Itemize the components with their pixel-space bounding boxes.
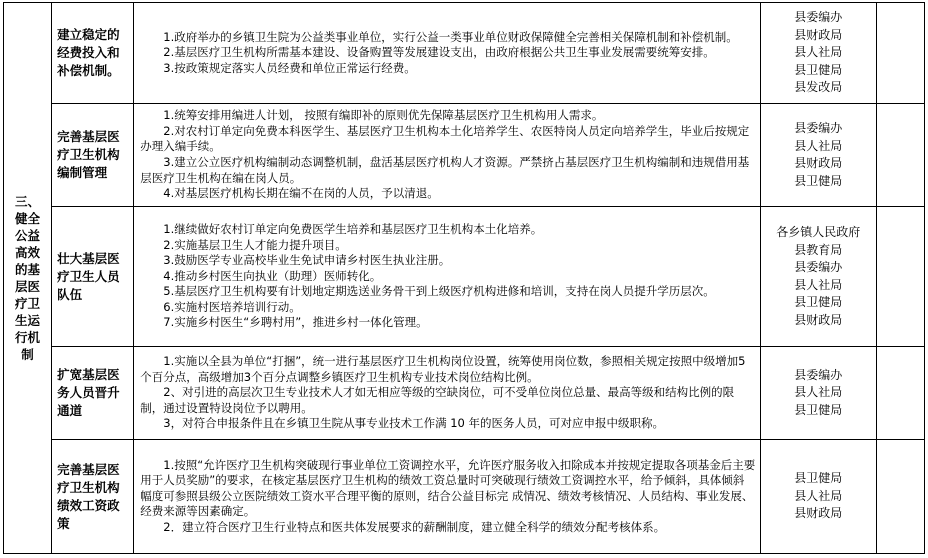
table-row	[4, 3, 925, 104]
table-row	[4, 207, 925, 347]
remarks-cell	[876, 207, 924, 347]
measure-item: 2.对农村订单定向免费本科医学生、基层医疗卫生机构本土化培养学生、农医特岗人员定向培养学生，毕业后按规定办理入编手续。	[140, 123, 750, 154]
department-name: 县发改局	[794, 80, 843, 95]
measure-item: 1.实施以全县为单位“打捆”，统一进行基层医疗卫生机构岗位设置，统筹使用岗位数，参照相关规定按照中级增加5个百分点，高级增加3个百分点调整乡镇医疗卫生机构专业技术岗位结构比例。	[140, 354, 746, 384]
subcategory-label: 建立稳定的经费投入和补偿机制。	[57, 27, 120, 78]
measure-item: 4.推动乡村医生向执业（助理）医师转化。	[163, 268, 382, 283]
department-name: 县人社局	[794, 488, 843, 503]
measure-item: 1.政府举办的乡镇卫生院为公益类事业单位，实行公益一类事业单位财政保障健全完善相关保障机制和补偿机制。	[163, 29, 738, 44]
table-row	[4, 440, 925, 554]
department-name: 各乡镇人民政府	[776, 225, 861, 239]
policy-table	[3, 2, 925, 554]
measure-item: 1.按照“允许医疗卫生机构突破现行事业单位工资调控水平，允许医疗服务收入扣除成本并按规定提取各项基金后主要用于人员奖励”的要求，在核定基层医疗卫生机构的绩效工资总量时可突破现行绩效工资调控水平，给予倾斜，具体倾斜幅度可参照县级公立医院绩效工资水平合理平衡的原则，结合公益目标完 成情况、绩效考核情况、人员结构、事业发展、经费来源等因素确定。	[140, 457, 756, 519]
measure-item: 3，对符合申报条件且在乡镇卫生院从事专业技术工作满 10 年的医务人员，可对应申报中级职称。	[163, 416, 665, 431]
subcategory-cell	[52, 440, 134, 554]
measure-item: 1.统筹安排用编进人计划， 按照有编即补的原则优先保障基层医疗卫生机构用人需求。	[163, 108, 604, 123]
table-row	[4, 347, 925, 440]
department-name: 县委编办	[794, 367, 843, 382]
department-name: 县教育局	[794, 242, 843, 257]
department-cell	[760, 440, 876, 554]
department-name: 县人社局	[794, 277, 843, 292]
measure-item: 1.继续做好农村订单定向免费医学生培养和基层医疗卫生机构本土化培养。	[163, 221, 543, 236]
subcategory-cell	[52, 347, 134, 440]
department-name: 县委编办	[794, 121, 843, 135]
measure-item: 2.基层医疗卫生机构所需基本建设、设备购置等发展建设支出，由政府根据公共卫生事业发展需要统筹安排。	[163, 45, 715, 60]
department-name: 县卫健局	[794, 402, 843, 417]
measures-cell	[134, 104, 760, 207]
department-name: 县财政局	[794, 27, 843, 42]
remarks-cell	[876, 104, 924, 207]
measure-item: 5.基层医疗卫生机构要有计划地定期选送业务骨干到上级医疗机构进修和培训，支持在岗人员提升学历层次。	[163, 284, 715, 299]
department-name: 县委编办	[794, 260, 843, 274]
department-cell	[760, 3, 876, 104]
measure-item: 2．建立符合医疗卫生行业特点和医共体发展要求的薪酬制度，建立健全科学的绩效分配考核体系。	[163, 519, 666, 534]
measures-cell	[134, 3, 760, 104]
department-name: 县卫健局	[794, 62, 843, 77]
department-cell	[760, 207, 876, 347]
measures-cell	[134, 440, 760, 554]
subcategory-label: 完善基层医疗卫生机构绩效工资政策	[57, 461, 120, 531]
remarks-cell	[876, 3, 924, 104]
category-label: 三、健全公益高效的基层医疗卫生运行机制	[15, 194, 41, 362]
department-name: 县人社局	[794, 138, 843, 153]
department-name: 县人社局	[794, 385, 843, 400]
measure-item: 3.建立公立医疗机构编制动态调整机制，盘活基层医疗机构人才资源。严禁挤占基层医疗卫生机构编制和违规借用基层医疗卫生机构在编在岗人员。	[140, 155, 750, 185]
department-cell	[760, 104, 876, 207]
measures-cell	[134, 207, 760, 347]
measure-item: 3.鼓励医学专业高校毕业生免试申请乡村医生执业注册。	[163, 253, 451, 268]
subcategory-label: 壮大基层医疗卫生人员队伍	[57, 250, 120, 302]
remarks-cell	[876, 347, 924, 440]
department-name: 县人社局	[794, 45, 843, 60]
subcategory-cell	[52, 3, 134, 104]
measure-item: 6.实施村医培养培训行动。	[163, 299, 301, 314]
subcategory-label: 扩宽基层医务人员晋升通道	[57, 367, 120, 418]
measure-item: 2.实施基层卫生人才能力提升项目。	[163, 237, 347, 252]
table-row	[4, 104, 925, 207]
department-name: 县卫健局	[794, 295, 843, 309]
department-name: 县卫健局	[794, 173, 843, 188]
department-name: 县委编办	[794, 10, 843, 25]
department-name: 县财政局	[794, 312, 843, 327]
subcategory-label: 完善基层医疗卫生机构编制管理	[57, 129, 120, 180]
department-cell	[760, 347, 876, 440]
measures-cell	[134, 347, 760, 440]
subcategory-cell	[52, 104, 134, 207]
measure-item: 4.对基层医疗机构长期在编不在岗的人员，予以清退。	[163, 186, 439, 201]
subcategory-cell	[52, 207, 134, 347]
measure-item: 3.按政策规定落实人员经费和单位正常运行经费。	[163, 60, 416, 75]
department-name: 县财政局	[794, 156, 843, 170]
department-name: 县财政局	[794, 506, 843, 521]
remarks-cell	[876, 440, 924, 554]
category-cell	[4, 3, 52, 554]
measure-item: 2、对引进的高层次卫生专业技术人才如无相应等级的空缺岗位，可不受单位岗位总量、最高等级和结构比例的限制，通过设置特设岗位予以聘用。	[140, 385, 735, 415]
department-name: 县卫健局	[794, 471, 843, 486]
measure-item: 7.实施乡村医生“乡聘村用”，推进乡村一体化管理。	[163, 315, 428, 330]
